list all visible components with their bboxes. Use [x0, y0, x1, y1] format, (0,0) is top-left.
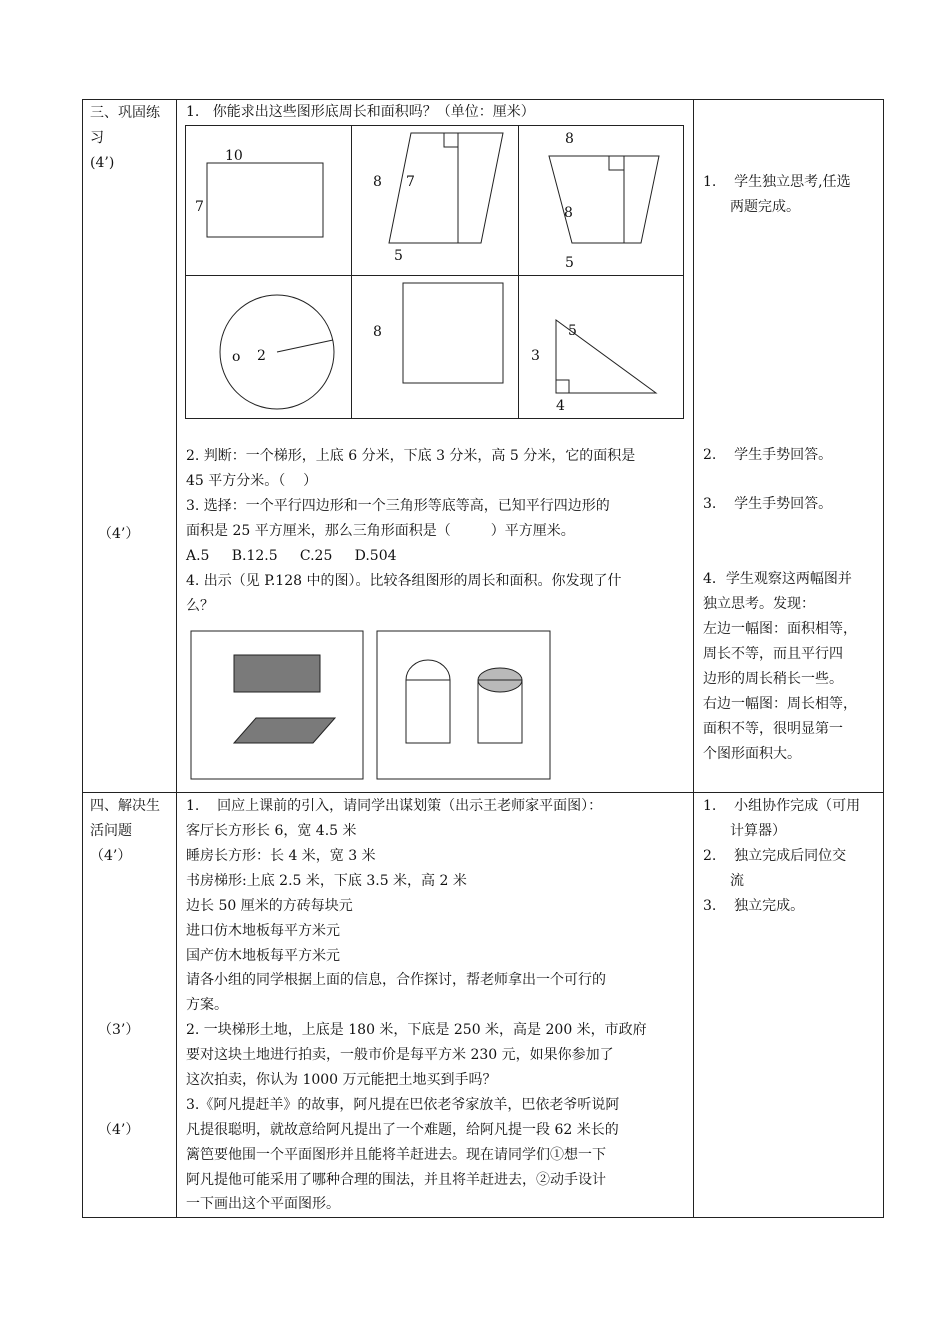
s4-note1-line2: 计算器） [730, 823, 786, 839]
circle-center-label: o [232, 349, 241, 365]
s4-line: 3.《阿凡提赶羊》的故事，阿凡提在巴依老爷家放羊，巴依老爷听说阿 [186, 1097, 620, 1113]
q1-text: 1. 你能求出这些图形底周长和面积吗？（单位：厘米） [186, 104, 535, 120]
s3-note1-line2: 两题完成。 [730, 199, 800, 215]
s4-line: 凡提很聪明，就故意给阿凡提出了一个难题，给阿凡提一段 62 米长的 [186, 1122, 619, 1138]
rect-left-label: 7 [195, 199, 204, 215]
section3-title-1: 三、巩固练 [90, 105, 160, 121]
s3-note4-line5: 边形的周长稍长一些。 [703, 671, 843, 687]
s3-note3: 3. 学生手势回答。 [703, 496, 833, 512]
section4-title-2: 活问题 [90, 823, 132, 839]
tri-height-label: 3 [531, 348, 540, 364]
s3-note4-line4: 周长不等，而且平行四 [703, 646, 843, 662]
trap-bottom-label: 5 [565, 255, 574, 271]
grey-rectangle [234, 655, 320, 692]
section4-time-c: （4’） [98, 1122, 140, 1138]
s3-note2: 2. 学生手势回答。 [703, 447, 833, 463]
s4-line: 睡房长方形：长 4 米，宽 3 米 [186, 848, 376, 864]
s4-note2-line2: 流 [730, 873, 744, 889]
square-side-label: 8 [373, 324, 382, 340]
semicircle-rect-shape [406, 680, 450, 743]
section3-title-2: 习 [90, 130, 104, 146]
s4-line: 一下画出这个平面图形。 [186, 1196, 340, 1212]
para-base-label: 5 [394, 248, 403, 264]
s4-line: 客厅长方形长 6，宽 4.5 米 [186, 823, 357, 839]
q3-line1: 3. 选择：一个平行四边形和一个三角形等底等高，已知平行四边形的 [186, 498, 610, 514]
s4-line: 边长 50 厘米的方砖每块元 [186, 898, 353, 914]
trap-top-label: 8 [565, 131, 574, 147]
s4-note3: 3. 独立完成。 [703, 898, 805, 914]
section4-time-a: （4’） [90, 848, 132, 864]
s3-note1-line1: 1. 学生独立思考,任选 [703, 174, 851, 190]
q4-line2: 么？ [186, 598, 214, 614]
section4-title-1: 四、解决生 [90, 798, 160, 814]
s4-note2-line1: 2. 独立完成后同位交 [703, 848, 847, 864]
q3-options: A.5 B.12.5 C.25 D.504 [186, 548, 397, 564]
right-comparison-frame [377, 631, 550, 779]
grey-parallelogram [234, 718, 335, 743]
section4-time-b: （3’） [98, 1022, 140, 1038]
tri-base-label: 4 [556, 398, 565, 414]
semicircle-top [406, 660, 450, 680]
q3-line2: 面积是 25 平方厘米，那么三角形面积是（ ）平方厘米。 [186, 523, 575, 539]
s4-line: 2. 一块梯形土地，上底是 180 米，下底是 250 米，高是 200 米，市政府 [186, 1022, 647, 1038]
s4-line: 要对这块土地进行拍卖，一般市价是每平方米 230 元，如果你参加了 [186, 1047, 614, 1063]
s4-note1-line1: 1. 小组协作完成（可用 [703, 798, 861, 814]
tri-hyp-label: 5 [568, 323, 577, 339]
s3-note4-line3: 左边一幅图：面积相等， [703, 621, 857, 637]
s3-note4-line2: 独立思考。发现： [703, 596, 815, 612]
s4-line: 书房梯形:上底 2.5 米，下底 3.5 米，高 2 米 [186, 873, 467, 889]
q2-line2: 45 平方分米。（ ） [186, 473, 318, 489]
s4-line: 这次拍卖，你认为 1000 万元能把土地买到手吗？ [186, 1072, 497, 1088]
section3-time-b: （4’） [98, 526, 140, 542]
q4-line1: 4. 出示（见 P.128 中的图）。比较各组图形的周长和面积。你发现了什 [186, 573, 622, 589]
s4-line: 进口仿木地板每平方米元 [186, 923, 340, 939]
trap-height-label: 8 [564, 205, 573, 221]
para-height-label: 7 [406, 174, 415, 190]
s4-line: 阿凡提他可能采用了哪种合理的围法，并且将羊赶进去，②动手设计 [186, 1172, 606, 1188]
q2-line1: 2. 判断：一个梯形，上底 6 分米，下底 3 分米，高 5 分米，它的面积是 [186, 448, 636, 464]
s4-line: 篱笆要他围一个平面图形并且能将羊赶进去。现在请同学们①想一下 [186, 1147, 606, 1163]
rect-top-label: 10 [225, 148, 243, 164]
section3-time-a: (4’) [90, 155, 115, 171]
s3-note4-line1: 4．学生观察这两幅图并 [703, 571, 852, 587]
s3-note4-line7: 面积不等，很明显第一 [703, 721, 843, 737]
s4-line: 请各小组的同学根据上面的信息，合作探讨，帮老师拿出一个可行的 [186, 972, 606, 988]
s4-line: 国产仿木地板每平方米元 [186, 948, 340, 964]
s4-line: 1. 回应上课前的引入，请同学出谋划策（出示王老师家平面图）： [186, 798, 603, 814]
s4-line: 方案。 [186, 997, 228, 1013]
s3-note4-line6: 右边一幅图：周长相等， [703, 696, 857, 712]
left-comparison-frame [191, 631, 363, 779]
s3-note4-line8: 个图形面积大。 [703, 746, 801, 762]
circle-radius-label: 2 [257, 348, 266, 364]
para-side-label: 8 [373, 174, 382, 190]
